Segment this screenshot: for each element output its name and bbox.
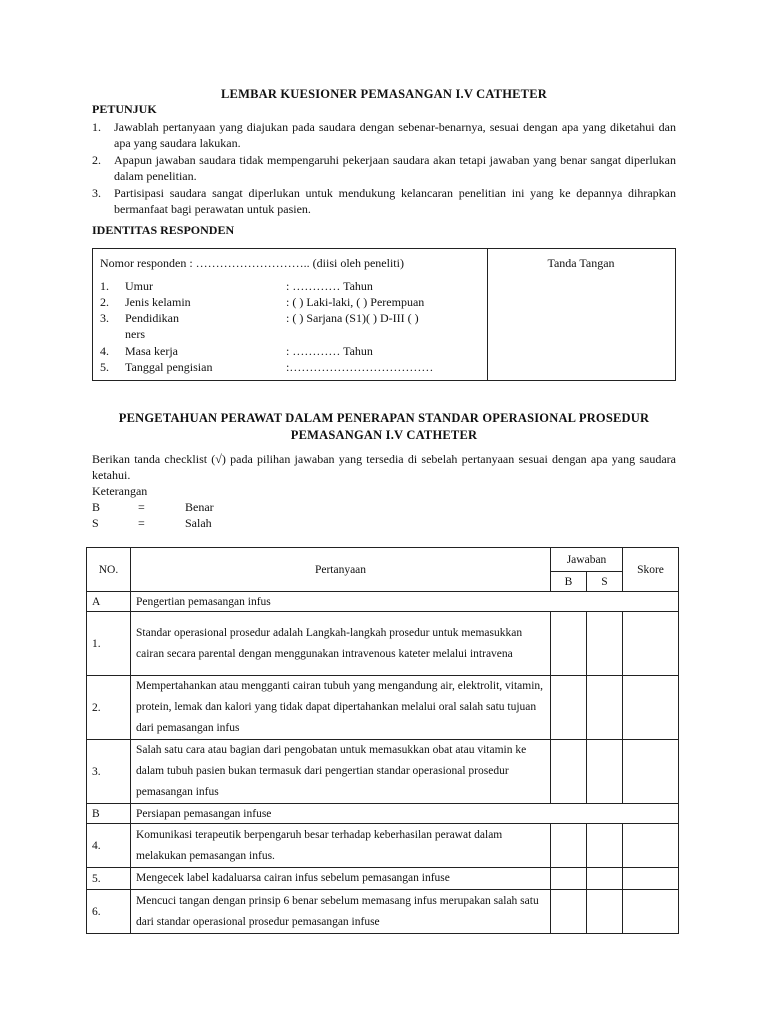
row-no: 3. — [87, 740, 131, 804]
row-section-text: Persiapan pemasangan infuse — [131, 804, 679, 824]
nomor-responden-field[interactable]: Nomor responden : ……………………….. (diisi oleh peneliti) — [100, 256, 404, 270]
identitas-row-number: 4. — [100, 344, 109, 358]
header-s: S — [587, 572, 623, 592]
identitas-row-number: 3. — [100, 311, 109, 325]
petunjuk-item-text: Apapun jawaban saudara tidak mempengaruhi pekerjaan saudara akan tetapi jawaban yang benar sangat diperlukan dalam penelitian. — [114, 153, 676, 183]
answer-s-cell[interactable] — [587, 740, 623, 804]
row-no: 4. — [87, 824, 131, 868]
identitas-row-value[interactable]: : ( ) Sarjana (S1)( ) D-III ( ) — [286, 311, 419, 325]
answer-s-cell[interactable] — [587, 868, 623, 890]
section2-title-line2: PEMASANGAN I.V CATHETER — [290, 428, 478, 442]
answer-b-cell[interactable] — [551, 890, 587, 934]
table-header-row — [87, 548, 679, 572]
petunjuk-item — [92, 152, 676, 184]
identitas-row-label: Tanggal pengisian — [125, 360, 213, 374]
identitas-row-label: ners — [125, 327, 145, 341]
row-section-text: Pengertian pemasangan infus — [131, 592, 679, 612]
row-question-text: Mempertahankan atau mengganti cairan tubuh yang mengandung air, elektrolit, vitamin, protein, lemak dan kalori yang tidak dapat dipertahankan melalui oral salah satu tujuan dari pemasangan infus — [131, 676, 551, 740]
row-question-text: Mencuci tangan dengan prinsip 6 benar sebelum memasang infus merupakan salah satu dari standar operasional prosedur pemasangan infuse — [131, 890, 551, 934]
score-cell[interactable] — [623, 824, 679, 868]
identitas-row-label: Umur — [125, 279, 153, 293]
question-table — [86, 547, 679, 934]
answer-b-cell[interactable] — [551, 740, 587, 804]
identitas-row-label: Pendidikan — [125, 311, 179, 325]
row-no: 1. — [87, 612, 131, 676]
table-row — [87, 824, 679, 868]
legend-code: S — [92, 516, 99, 530]
header-jawaban: Jawaban — [551, 548, 623, 572]
identitas-row-value[interactable]: : ………… Tahun — [286, 279, 373, 293]
row-no: 5. — [87, 868, 131, 890]
score-cell[interactable] — [623, 890, 679, 934]
header-pertanyaan: Pertanyaan — [131, 548, 551, 592]
identitas-heading: IDENTITAS RESPONDEN — [92, 223, 235, 237]
header-skore: Skore — [623, 548, 679, 592]
row-question-text: Mengecek label kadaluarsa cairan infus sebelum pemasangan infuse — [131, 868, 551, 890]
identitas-box — [92, 248, 676, 381]
header-b: B — [551, 572, 587, 592]
row-no: 2. — [87, 676, 131, 740]
section2-instruction: Berikan tanda checklist (√) pada pilihan jawaban yang tersedia di sebelah pertanyaan sesuai dengan apa yang saudara ketahui. — [92, 452, 676, 482]
answer-s-cell[interactable] — [587, 676, 623, 740]
petunjuk-item-text: Jawablah pertanyaan yang diajukan pada saudara dengan sebenar-benarnya, sesuai dengan apa yang diketahui dan apa yang saudara lakukan. — [114, 120, 676, 150]
row-question-text: Salah satu cara atau bagian dari pengobatan untuk memasukkan obat atau vitamin ke dalam tubuh pasien bukan termasuk dari pengertian standar operasional prosedur pemasangan infus — [131, 740, 551, 804]
row-question-text: Standar operasional prosedur adalah Langkah-langkah prosedur untuk memasukkan cairan secara parental dengan menggunakan intravenous kateter melalui intravena — [131, 612, 551, 676]
legend-eq: = — [138, 500, 145, 514]
header-no: NO. — [87, 548, 131, 592]
row-no: A — [87, 592, 131, 612]
petunjuk-item-number: 3. — [92, 186, 101, 200]
tanda-tangan-label: Tanda Tangan — [547, 256, 615, 270]
page-title: LEMBAR KUESIONER PEMASANGAN I.V CATHETER — [221, 87, 547, 101]
table-row — [87, 740, 679, 804]
score-cell[interactable] — [623, 740, 679, 804]
row-question-text: Komunikasi terapeutik berpengaruh besar terhadap keberhasilan perawat dalam melakukan pemasangan infus. — [131, 824, 551, 868]
keterangan-label: Keterangan — [92, 484, 148, 498]
table-row — [87, 612, 679, 676]
answer-b-cell[interactable] — [551, 676, 587, 740]
identitas-row-label: Masa kerja — [125, 344, 178, 358]
identitas-row-value[interactable]: : ( ) Laki-laki, ( ) Perempuan — [286, 295, 425, 309]
table-row — [87, 890, 679, 934]
answer-s-cell[interactable] — [587, 612, 623, 676]
section-row — [87, 592, 679, 612]
table-row — [87, 676, 679, 740]
identitas-row-value[interactable]: : ………… Tahun — [286, 344, 373, 358]
legend-meaning: Salah — [185, 516, 212, 530]
table-row — [87, 868, 679, 890]
section2-title-line1: PENGETAHUAN PERAWAT DALAM PENERAPAN STANDAR OPERASIONAL PROSEDUR — [118, 411, 650, 425]
answer-b-cell[interactable] — [551, 824, 587, 868]
score-cell[interactable] — [623, 676, 679, 740]
identitas-row-number: 5. — [100, 360, 109, 374]
answer-b-cell[interactable] — [551, 868, 587, 890]
answer-s-cell[interactable] — [587, 890, 623, 934]
identitas-row-label: Jenis kelamin — [125, 295, 191, 309]
petunjuk-item — [92, 185, 676, 217]
score-cell[interactable] — [623, 612, 679, 676]
section-row — [87, 804, 679, 824]
row-no: 6. — [87, 890, 131, 934]
petunjuk-heading: PETUNJUK — [92, 102, 157, 116]
answer-s-cell[interactable] — [587, 824, 623, 868]
identitas-row-number: 1. — [100, 279, 109, 293]
answer-b-cell[interactable] — [551, 612, 587, 676]
identitas-row-number: 2. — [100, 295, 109, 309]
petunjuk-item-number: 2. — [92, 153, 101, 167]
identitas-row-value[interactable]: :……………………………… — [286, 360, 434, 374]
petunjuk-item — [92, 119, 676, 151]
petunjuk-item-number: 1. — [92, 120, 101, 134]
legend-code: B — [92, 500, 101, 514]
petunjuk-item-text: Partisipasi saudara sangat diperlukan untuk mendukung kelancaran penelitian ini yang ke depannya dihrapkan bermanfaat bagi perawatan untuk pasien. — [114, 186, 676, 216]
row-no: B — [87, 804, 131, 824]
legend-eq: = — [138, 516, 145, 530]
petunjuk-list — [92, 119, 676, 218]
score-cell[interactable] — [623, 868, 679, 890]
legend-meaning: Benar — [185, 500, 214, 514]
